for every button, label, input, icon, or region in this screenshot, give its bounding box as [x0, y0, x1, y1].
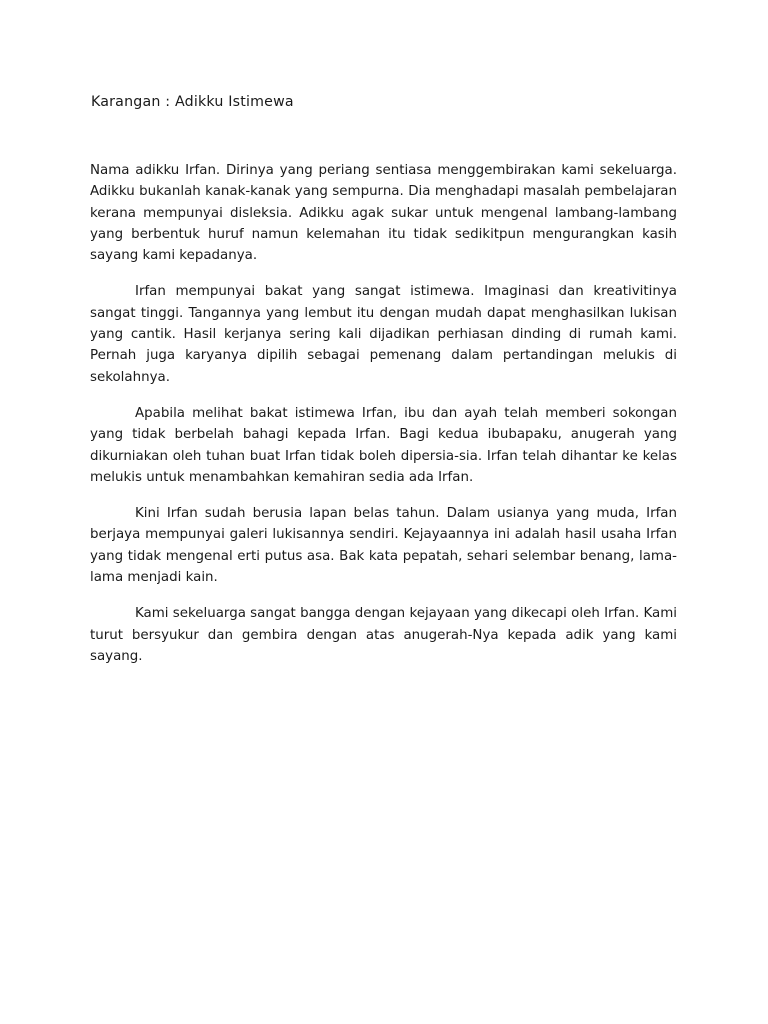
- paragraph-4: Kini Irfan sudah berusia lapan belas tahun. Dalam usianya yang muda, Irfan berjaya mempunyai galeri lukisannya sendiri. Kejayaannya ini adalah hasil usaha Irfan yang tidak mengenal erti putus asa. Bak kata pepatah, sehari selembar benang, lama-lama menjadi kain.: [90, 506, 677, 586]
- essay-title: Karangan : Adikku Istimewa: [91, 94, 294, 110]
- paragraph-2: Irfan mempunyai bakat yang sangat istimewa. Imaginasi dan kreativitinya sangat tinggi. Tangannya yang lembut itu dengan mudah dapat menghasilkan lukisan yang cantik. Hasil kerjanya sering kali dijadikan perhiasan dinding di rumah kami. Pernah juga karyanya dipilih sebagai pemenang dalam pertandingan melukis di sekolahnya.: [90, 284, 677, 385]
- paragraph-3: Apabila melihat bakat istimewa Irfan, ibu dan ayah telah memberi sokongan yang tidak berbelah bahagi kepada Irfan. Bagi kedua ibubapaku, anugerah yang dikurniakan oleh tuhan buat Irfan tidak boleh dipersia-sia. Irfan telah dihantar ke kelas melukis untuk menambahkan kemahiran sedia ada Irfan.: [90, 405, 677, 485]
- essay-body: [90, 160, 677, 682]
- paragraph-5: Kami sekeluarga sangat bangga dengan kejayaan yang dikecapi oleh Irfan. Kami turut bersyukur dan gembira dengan atas anugerah-Nya kepada adik yang kami sayang.: [90, 606, 677, 664]
- paragraph-1: Nama adikku Irfan. Dirinya yang periang sentiasa menggembirakan kami sekeluarga. Adikku bukanlah kanak-kanak yang sempurna. Dia menghadapi masalah pembelajaran kerana mempunyai disleksia. Adikku agak sukar untuk mengenal lambang-lambang yang berbentuk huruf namun kelemahan itu tidak sedikitpun mengurangkan kasih sayang kami kepadanya.: [90, 163, 677, 264]
